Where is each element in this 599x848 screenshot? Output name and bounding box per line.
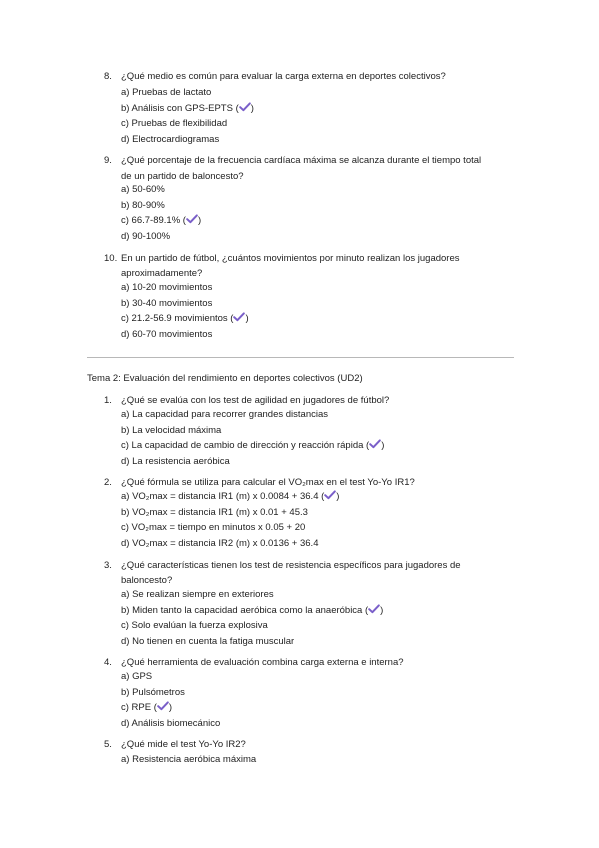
answer-option (121, 753, 256, 767)
answer-option-text: a) La capacidad para recorrer grandes distancias (121, 409, 329, 420)
answer-check-paren: ) (381, 440, 385, 451)
question-line (0, 656, 599, 670)
answer-option-text: c) Pruebas de flexibilidad (121, 118, 228, 129)
answer-option (121, 183, 165, 197)
question-number: 9. (104, 155, 112, 166)
question-number: 3. (104, 560, 112, 571)
question-text: baloncesto? (121, 575, 173, 586)
answer-option (121, 670, 152, 684)
question-text: de un partido de baloncesto? (121, 171, 244, 182)
answer-option-text: d) La resistencia aeróbica (121, 455, 230, 467)
answer-option (121, 717, 220, 731)
answer-option-text: c) 66.7-89.1% ( (121, 215, 186, 226)
section-divider (87, 357, 514, 358)
question-text: ¿Qué fórmula se utiliza para calcular el VO₂max en el test Yo-Yo IR1? (121, 477, 415, 488)
answer-check-paren: ) (336, 491, 340, 502)
answer-option (121, 230, 170, 244)
answer-check-paren: ) (380, 604, 384, 616)
answer-option-correct (121, 439, 384, 453)
answer-option-text: b) Pulsómetros (121, 686, 185, 698)
answer-option-correct (121, 701, 172, 715)
answer-option-text: d) 90-100% (121, 230, 171, 242)
question-line (0, 70, 599, 84)
answer-check-paren: ) (168, 702, 173, 713)
answer-option (121, 199, 165, 213)
answer-option-text: a) 10-20 movimientos (121, 282, 213, 293)
answer-option-correct (121, 604, 383, 618)
question-line (0, 738, 599, 752)
answer-check-paren: ) (250, 102, 254, 114)
answer-option-text: d) VO₂max = distancia IR2 (m) x 0.0136 + 36.4 (121, 537, 319, 549)
answer-check-paren: ) (197, 215, 202, 226)
answer-option-text: d) 60-70 movimientos (121, 328, 213, 340)
question-line (0, 154, 599, 168)
question-text: ¿Qué mide el test Yo-Yo IR2? (121, 739, 246, 750)
answer-option (121, 133, 219, 147)
question-number: 10. (104, 253, 118, 264)
checkmark-icon (324, 490, 336, 500)
answer-option (121, 117, 227, 131)
question-text: ¿Qué características tienen los test de resistencia específicos para jugadores de (121, 560, 461, 571)
answer-option-text: c) RPE ( (121, 702, 157, 713)
answer-option (121, 297, 212, 311)
question-text: ¿Qué medio es común para evaluar la carga externa en deportes colectivos? (121, 71, 446, 82)
question-text: ¿Qué herramienta de evaluación combina carga externa e interna? (121, 657, 404, 668)
answer-option (121, 506, 308, 520)
answer-option (121, 635, 294, 649)
answer-option (121, 281, 212, 295)
answer-option-text: b) 30-40 movimientos (121, 297, 213, 309)
answer-option-text: b) VO₂max = distancia IR1 (m) x 0.01 + 45.3 (121, 506, 308, 518)
answer-option-text: a) Pruebas de lactato (121, 87, 212, 98)
answer-option (121, 619, 268, 633)
answer-option-text: c) 21.2-56.9 movimientos ( (121, 313, 234, 324)
question-number: 2. (104, 477, 112, 488)
answer-option (121, 86, 211, 100)
question-number: 1. (104, 395, 112, 406)
answer-option-correct (121, 312, 249, 326)
question-line (0, 252, 599, 266)
answer-option-text: b) Miden tanto la capacidad aeróbica como la anaeróbica ( (121, 604, 369, 616)
question-text: En un partido de fútbol, ¿cuántos movimientos por minuto realizan los jugadores (121, 253, 460, 264)
answer-check-paren: ) (245, 313, 249, 324)
question-line (0, 476, 599, 490)
answer-option-text: b) 80-90% (121, 199, 165, 211)
answer-option (121, 328, 212, 342)
section-title: Tema 2: Evaluación del rendimiento en deportes colectivos (UD2) (87, 373, 363, 384)
answer-option-text: c) La capacidad de cambio de dirección y reacción rápida ( (121, 440, 370, 451)
answer-option-text: a) VO₂max = distancia IR1 (m) x 0.0084 + 36.4 ( (121, 491, 325, 502)
answer-option (121, 408, 328, 422)
checkmark-icon (239, 102, 251, 112)
checkmark-icon (186, 214, 198, 224)
answer-option (121, 455, 230, 469)
answer-option-text: d) No tienen en cuenta la fatiga muscular (121, 635, 295, 647)
checkmark-icon (369, 439, 381, 449)
question-line-continued (0, 574, 599, 588)
answer-option-correct (121, 214, 201, 228)
answer-option (121, 686, 185, 700)
answer-option (121, 537, 318, 551)
answer-option-text: d) Electrocardiogramas (121, 133, 220, 145)
answer-option-text: a) GPS (121, 671, 153, 682)
question-number: 8. (104, 71, 112, 82)
answer-option-text: a) Se realizan siempre en exteriores (121, 589, 274, 600)
question-text: aproximadamente? (121, 268, 203, 279)
answer-option-correct (121, 102, 254, 116)
answer-option-text: d) Análisis biomecánico (121, 717, 221, 729)
question-line (0, 394, 599, 408)
answer-option (121, 588, 274, 602)
answer-option-text: a) Resistencia aeróbica máxima (121, 754, 257, 765)
checkmark-icon (368, 604, 380, 614)
answer-option (121, 521, 305, 535)
question-text: ¿Qué se evalúa con los test de agilidad en jugadores de fútbol? (121, 395, 390, 406)
answer-option (121, 424, 221, 438)
answer-option-text: b) La velocidad máxima (121, 424, 222, 436)
checkmark-icon (157, 701, 169, 711)
question-number: 4. (104, 657, 112, 668)
question-text: ¿Qué porcentaje de la frecuencia cardíaca máxima se alcanza durante el tiempo total (121, 155, 482, 166)
question-line-continued (0, 267, 599, 281)
answer-option-text: c) Solo evalúan la fuerza explosiva (121, 620, 268, 631)
question-number: 5. (104, 739, 112, 750)
question-line (0, 559, 599, 573)
answer-option-correct (121, 490, 339, 504)
answer-option-text: a) 50-60% (121, 184, 165, 195)
answer-option-text: b) Análisis con GPS-EPTS ( (121, 102, 239, 114)
answer-option-text: c) VO₂max = tiempo en minutos x 0.05 + 20 (121, 522, 306, 533)
question-line-continued (0, 170, 599, 184)
checkmark-icon (233, 312, 245, 322)
